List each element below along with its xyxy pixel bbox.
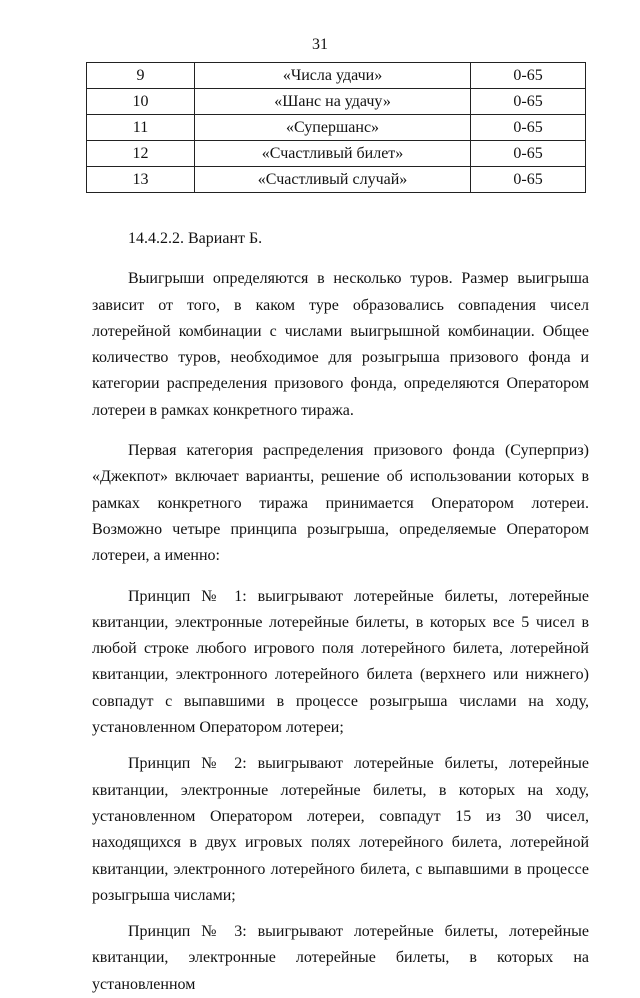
paragraph-principle-1: Принцип № 1: выигрывают лотерейные билеты, лотерейные квитанции, электронные лотерейные билеты, в которых все 5 чисел в любой строке любого игрового поля лотерейного билета, лотерейной квитанции, электронного лотерейного билета (верхнего или нижнего) совпадут с выпавшими в процессе розыгрыша числами на ходу, установленном Оператором лотереи;	[92, 587, 589, 737]
row-number-cell: 12	[87, 141, 195, 167]
paragraph-jackpot: Первая категория распределения призового фонда (Суперприз) «Джекпот» включает варианты, решение об использовании которых в рамках конкретного тиража принимается Оператором лотереи. Возможно четыре принципа розыгрыша, определяемые Оператором лотереи, а именно:	[92, 442, 589, 565]
paragraph-principle-3: Принцип № 3: выигрывают лотерейные билеты, лотерейные квитанции, электронные лотерейные билеты, в которых на установленном	[92, 923, 589, 993]
lottery-name-cell: «Счастливый билет»	[195, 141, 471, 167]
paragraph-tours: Выигрыши определяются в несколько туров. Размер выигрыша зависит от того, в каком туре образовались совпадения чисел лотерейной комбинации с числами выигрышной комбинации. Общее количество туров, необходимое для розыгрыша призового фонда и категории распределения призового фонда, определяются Оператором лотереи в рамках конкретного тиража.	[92, 270, 589, 419]
range-cell: 0-65	[471, 63, 586, 89]
table-row	[87, 141, 586, 167]
row-number-cell: 13	[87, 167, 195, 193]
lottery-name-cell: «Шанс на удачу»	[195, 89, 471, 115]
range-cell: 0-65	[471, 89, 586, 115]
table-row	[87, 115, 586, 141]
prize-category-table	[86, 62, 586, 193]
row-number-cell: 9	[87, 63, 195, 89]
row-number-cell: 10	[87, 89, 195, 115]
range-cell: 0-65	[471, 115, 586, 141]
table-row	[87, 89, 586, 115]
table-row	[87, 167, 586, 193]
lottery-name-cell: «Числа удачи»	[195, 63, 471, 89]
page-number: 31	[312, 36, 328, 53]
document-body	[92, 226, 589, 998]
paragraph-principle-2: Принцип № 2: выигрывают лотерейные билеты, лотерейные квитанции, электронные лотерейные билеты, в которых на ходу, установленном Оператором лотереи, совпадут 15 из 30 чисел, находящихся в двух игровых полях лотерейного билета, лотерейной квитанции, электронного лотерейного билета, с выпавшими в процессе розыгрыша числами;	[92, 755, 589, 904]
table-row	[87, 63, 586, 89]
lottery-name-cell: «Счастливый случай»	[195, 167, 471, 193]
range-cell: 0-65	[471, 141, 586, 167]
row-number-cell: 11	[87, 115, 195, 141]
section-heading: 14.4.2.2. Вариант Б.	[128, 230, 263, 247]
range-cell: 0-65	[471, 167, 586, 193]
lottery-name-cell: «Супершанс»	[195, 115, 471, 141]
